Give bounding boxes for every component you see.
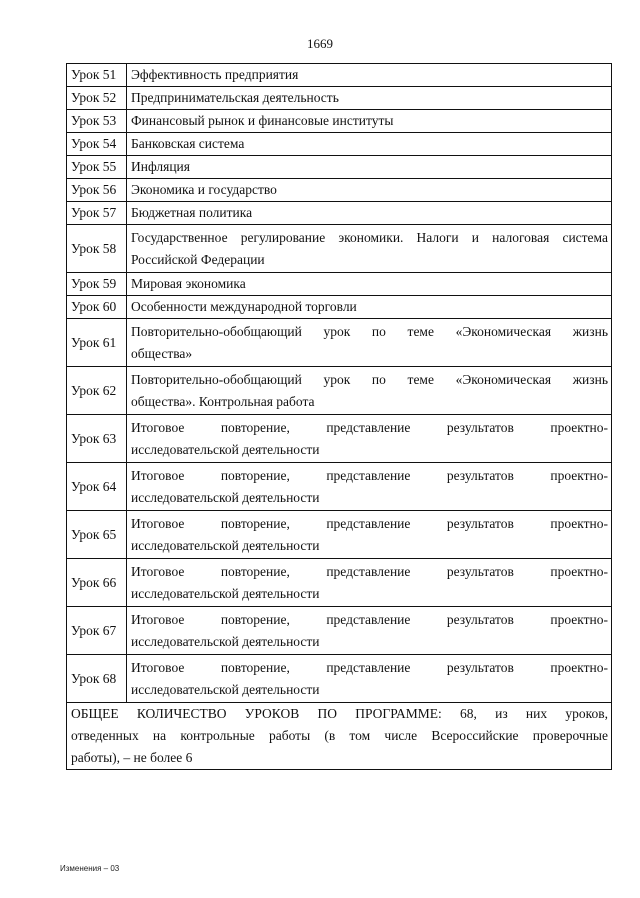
table-row: [67, 110, 612, 133]
lesson-number: Урок 66: [67, 559, 127, 607]
lesson-topic: Банковская система: [127, 133, 612, 156]
lesson-topic-line: Повторительно-обобщающий урок по теме «Экономическая жизнь: [131, 371, 608, 387]
lesson-topic: [127, 655, 612, 703]
table-row: [67, 463, 612, 511]
lesson-topic: [127, 559, 612, 607]
lesson-topic: Финансовый рынок и финансовые институты: [127, 110, 612, 133]
lesson-topic-line: Итоговое повторение, представление результатов проектно-: [131, 659, 608, 675]
table-row: [67, 202, 612, 225]
lesson-topic: Инфляция: [127, 156, 612, 179]
lesson-topic-line: Государственное регулирование экономики. Налоги и налоговая система: [131, 229, 608, 245]
table-row: [67, 607, 612, 655]
lesson-topic: [127, 367, 612, 415]
lesson-topic: [127, 319, 612, 367]
lesson-number: Урок 54: [67, 133, 127, 156]
total-line: отведенных на контрольные работы (в том числе Всероссийские проверочные: [71, 728, 608, 743]
lesson-topic-line: исследовательской деятельности: [131, 537, 320, 553]
lesson-number: Урок 55: [67, 156, 127, 179]
total-line: ОБЩЕЕ КОЛИЧЕСТВО УРОКОВ ПО ПРОГРАММЕ: 68, из них уроков,: [71, 706, 608, 721]
table-row: [67, 64, 612, 87]
lesson-number: Урок 60: [67, 296, 127, 319]
table-row: [67, 273, 612, 296]
lesson-number: Урок 67: [67, 607, 127, 655]
lesson-topic-line: исследовательской деятельности: [131, 441, 320, 457]
table-row: [67, 319, 612, 367]
lesson-topic: [127, 463, 612, 511]
lesson-number: Урок 57: [67, 202, 127, 225]
table-row: [67, 133, 612, 156]
lesson-topic-line: общества»: [131, 345, 193, 361]
lesson-topic: Предпринимательская деятельность: [127, 87, 612, 110]
lesson-topic-line: исследовательской деятельности: [131, 489, 320, 505]
lesson-topic: [127, 607, 612, 655]
total-row: [67, 703, 612, 770]
lessons-table: [66, 63, 612, 770]
table-row: [67, 296, 612, 319]
page-number: 1669: [307, 36, 333, 51]
lesson-number: Урок 51: [67, 64, 127, 87]
lesson-topic-line: Российской Федерации: [131, 251, 265, 267]
lesson-topic-line: Итоговое повторение, представление результатов проектно-: [131, 467, 608, 483]
lesson-topic: Бюджетная политика: [127, 202, 612, 225]
total-line: работы), – не более 6: [71, 750, 193, 765]
table-row: [67, 156, 612, 179]
lesson-number: Урок 68: [67, 655, 127, 703]
lesson-number: Урок 62: [67, 367, 127, 415]
lesson-topic-line: Итоговое повторение, представление результатов проектно-: [131, 515, 608, 531]
lesson-topic: [127, 225, 612, 273]
lesson-number: Урок 65: [67, 511, 127, 559]
lesson-topic-line: Итоговое повторение, представление результатов проектно-: [131, 419, 608, 435]
table-row: [67, 559, 612, 607]
total-summary: [67, 703, 612, 770]
lesson-number: Урок 53: [67, 110, 127, 133]
table-row: [67, 511, 612, 559]
lesson-number: Урок 52: [67, 87, 127, 110]
lesson-topic-line: Повторительно-обобщающий урок по теме «Экономическая жизнь: [131, 323, 608, 339]
lesson-topic-line: Итоговое повторение, представление результатов проектно-: [131, 563, 608, 579]
lesson-number: Урок 63: [67, 415, 127, 463]
table-row: [67, 179, 612, 202]
table-row: [67, 225, 612, 273]
table-row: [67, 87, 612, 110]
lesson-topic-line: исследовательской деятельности: [131, 681, 320, 697]
table-row: [67, 655, 612, 703]
lesson-topic: [127, 511, 612, 559]
lesson-topic-line: общества». Контрольная работа: [131, 393, 315, 409]
table-row: [67, 367, 612, 415]
lesson-number: Урок 58: [67, 225, 127, 273]
lesson-topic-line: Итоговое повторение, представление результатов проектно-: [131, 611, 608, 627]
lesson-topic-line: исследовательской деятельности: [131, 585, 320, 601]
lesson-topic: Экономика и государство: [127, 179, 612, 202]
lesson-number: Урок 56: [67, 179, 127, 202]
lesson-topic: Эффективность предприятия: [127, 64, 612, 87]
footer-revision: Изменения – 03: [60, 864, 120, 873]
lesson-number: Урок 61: [67, 319, 127, 367]
lesson-topic: Особенности международной торговли: [127, 296, 612, 319]
lesson-topic: Мировая экономика: [127, 273, 612, 296]
lesson-number: Урок 59: [67, 273, 127, 296]
lesson-topic: [127, 415, 612, 463]
table-row: [67, 415, 612, 463]
lesson-topic-line: исследовательской деятельности: [131, 633, 320, 649]
lesson-number: Урок 64: [67, 463, 127, 511]
